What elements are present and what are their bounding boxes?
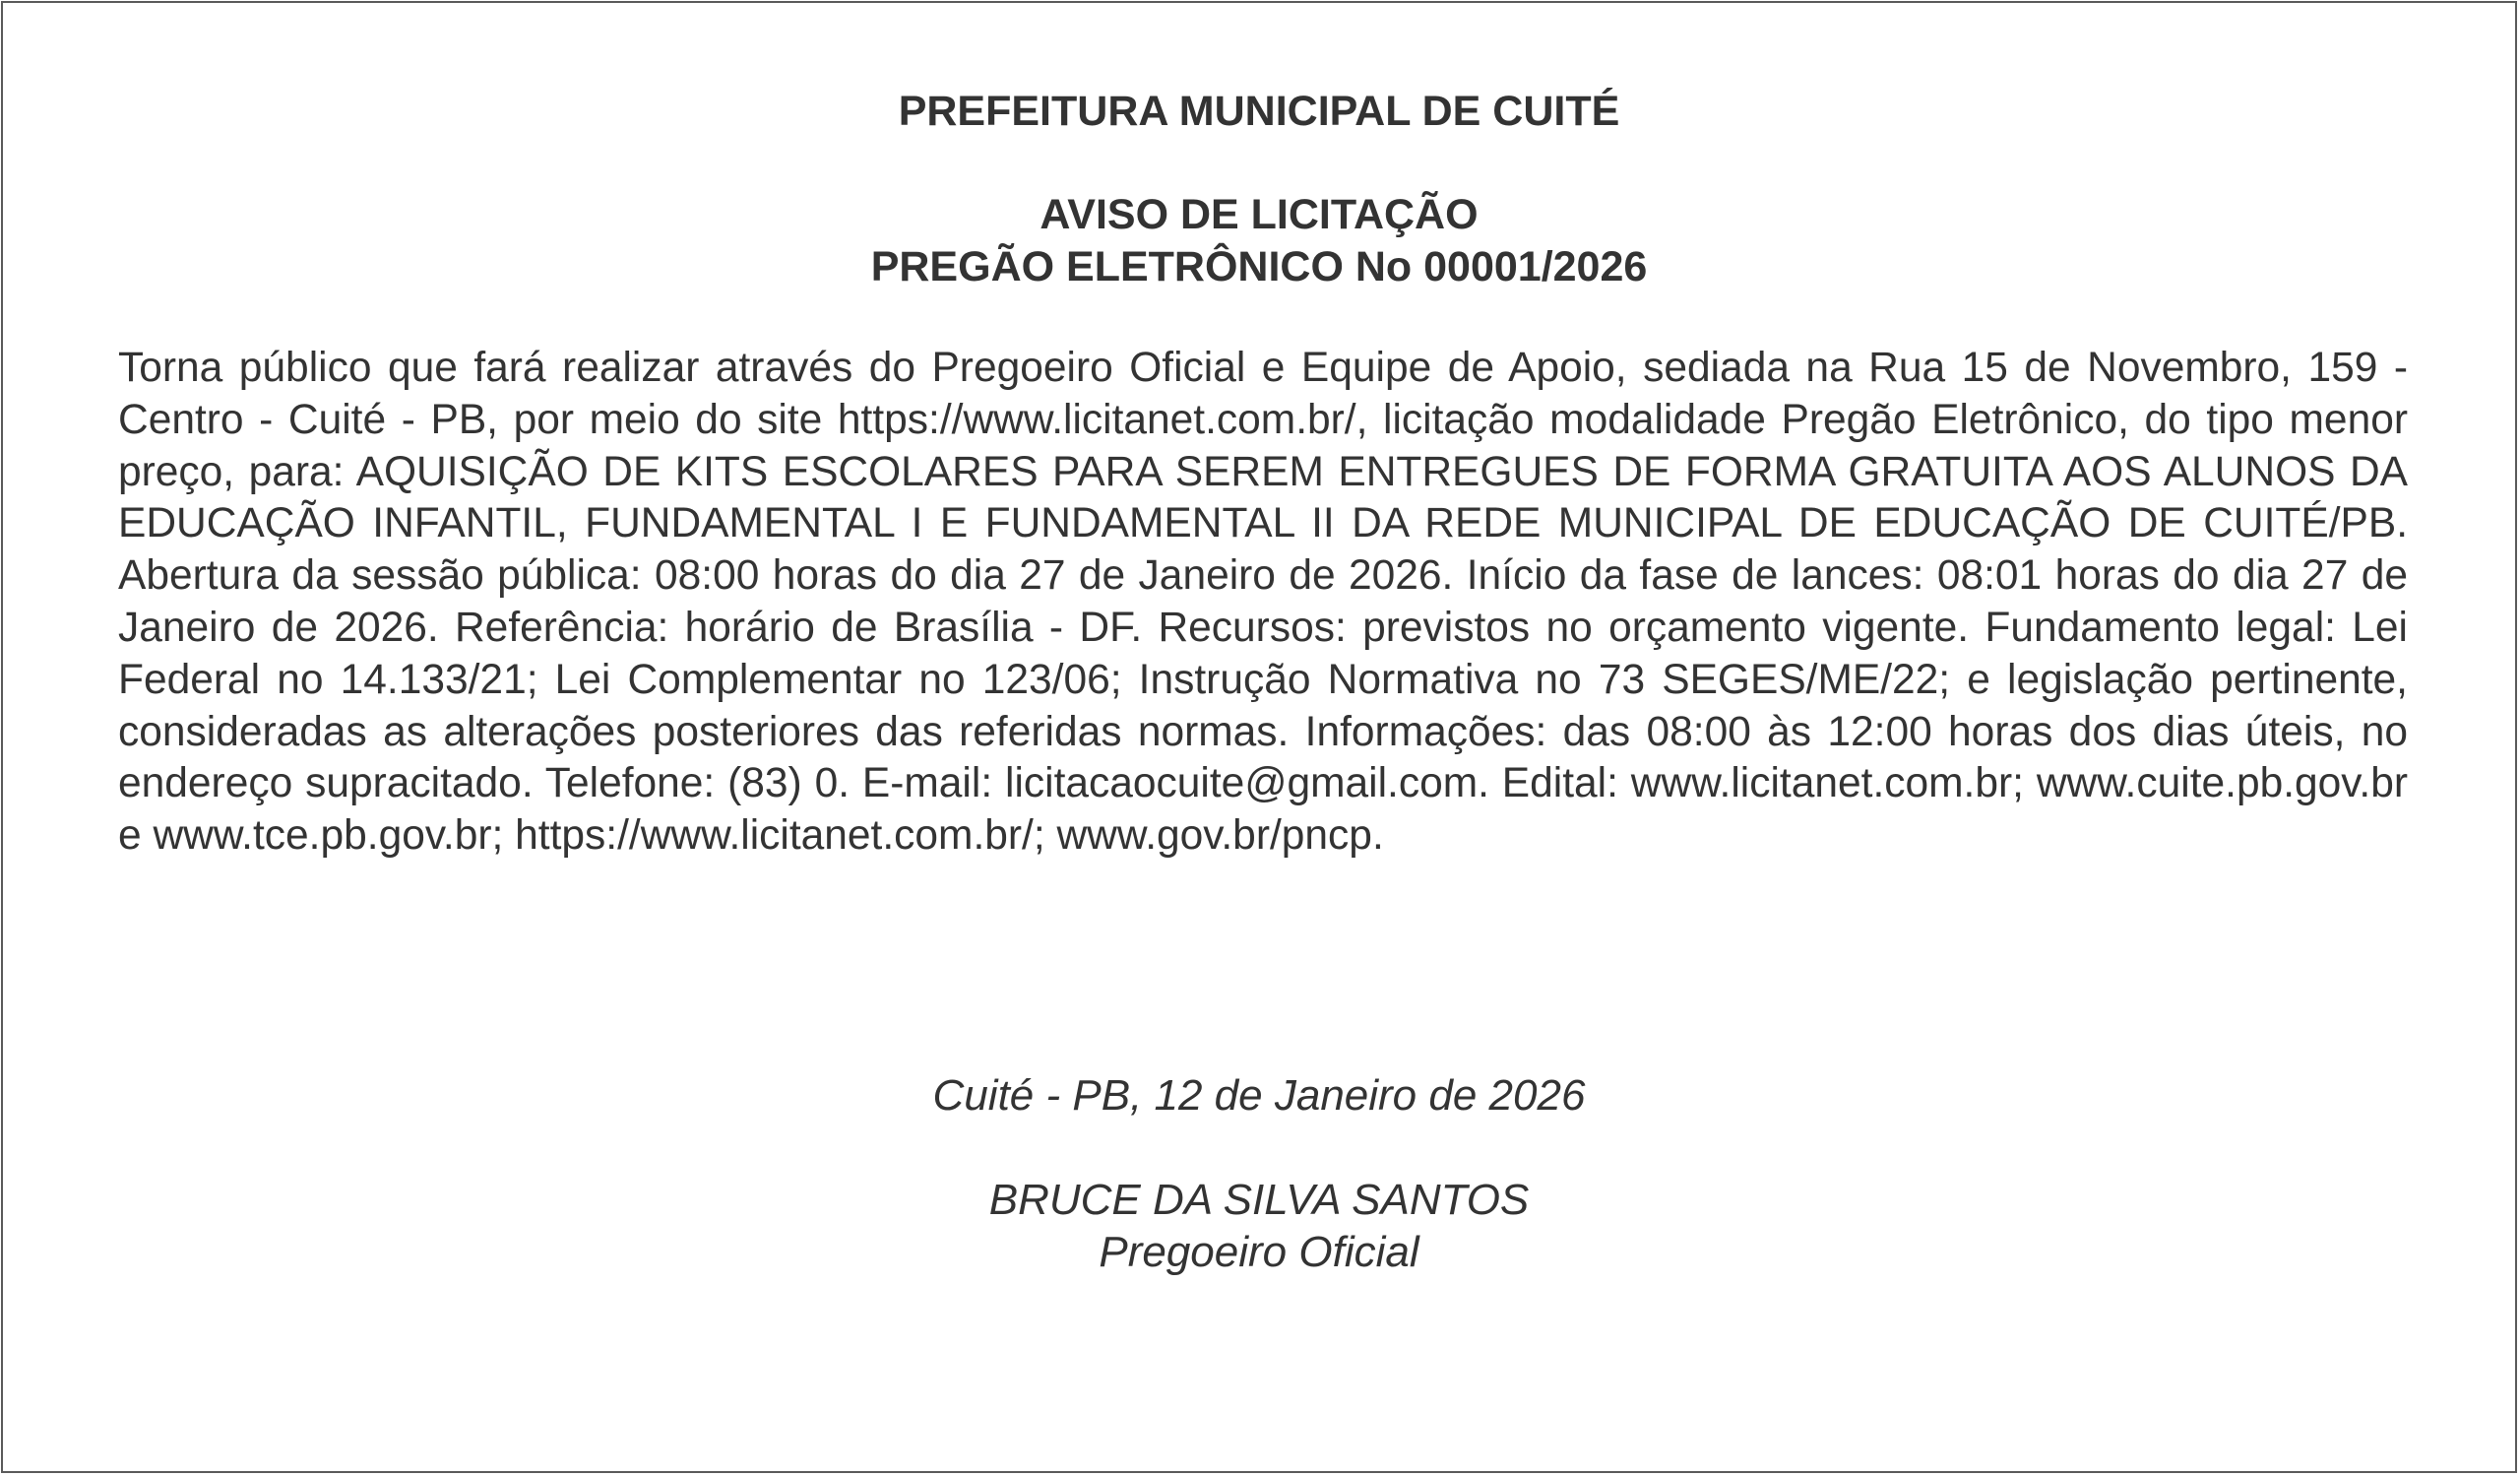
notice-body-text: Torna público que fará realizar através do Pregoeiro Oficial e Equipe de Apoio, sediada na Rua 15 de Novembro, 159 - Centro - Cuité - PB, por meio do site https://www.licitanet.com.br/, licitação modalidade Pregão Eletrônico, do tipo menor preço, para: AQUISIÇÃO DE KITS ESCOLARES PARA SEREM ENTREGUES DE FORMA GRATUITA AOS ALUNOS DA EDUCAÇÃO INFANTIL, FUNDAMENTAL I E FUNDAMENTAL II DA REDE MUNICIPAL DE EDUCAÇÃO DE CUITÉ/PB. Abertura da sessão pública: 08:00 horas do dia 27 de Janeiro de 2026. Início da fase de lances: 08:01 horas do dia 27 de Janeiro de 2026. Referência: horário de Brasília - DF. Recursos: previstos no orçamento vigente. Fundamento legal: Lei Federal no 14.133/21; Lei Complementar no 123/06; Instrução Normativa no 73 SEGES/ME/22; e legislação pertinente, consideradas as alterações posteriores das referidas normas. Informações: das 08:00 às 12:00 horas dos dias úteis, no endereço supracitado. Telefone: (83) 0. E-mail: licitacaocuite@gmail.com. Edital: www.licitanet.com.br; www.cuite.pb.gov.br e www.tce.pb.gov.br; https://www.licitanet.com.br/; www.gov.br/pncp. [118,345,2408,860]
signer-role: Pregoeiro Oficial [1099,1228,1419,1276]
notice-subtitle: PREGÃO ELETRÔNICO No 00001/2026 [870,243,1648,290]
place-date: Cuité - PB, 12 de Janeiro de 2026 [932,1071,1586,1120]
signer-name: BRUCE DA SILVA SANTOS [988,1176,1530,1224]
organization-title: PREFEITURA MUNICIPAL DE CUITÉ [898,88,1620,135]
notice-frame [1,1,2517,1473]
notice-title: AVISO DE LICITAÇÃO [1040,191,1479,238]
